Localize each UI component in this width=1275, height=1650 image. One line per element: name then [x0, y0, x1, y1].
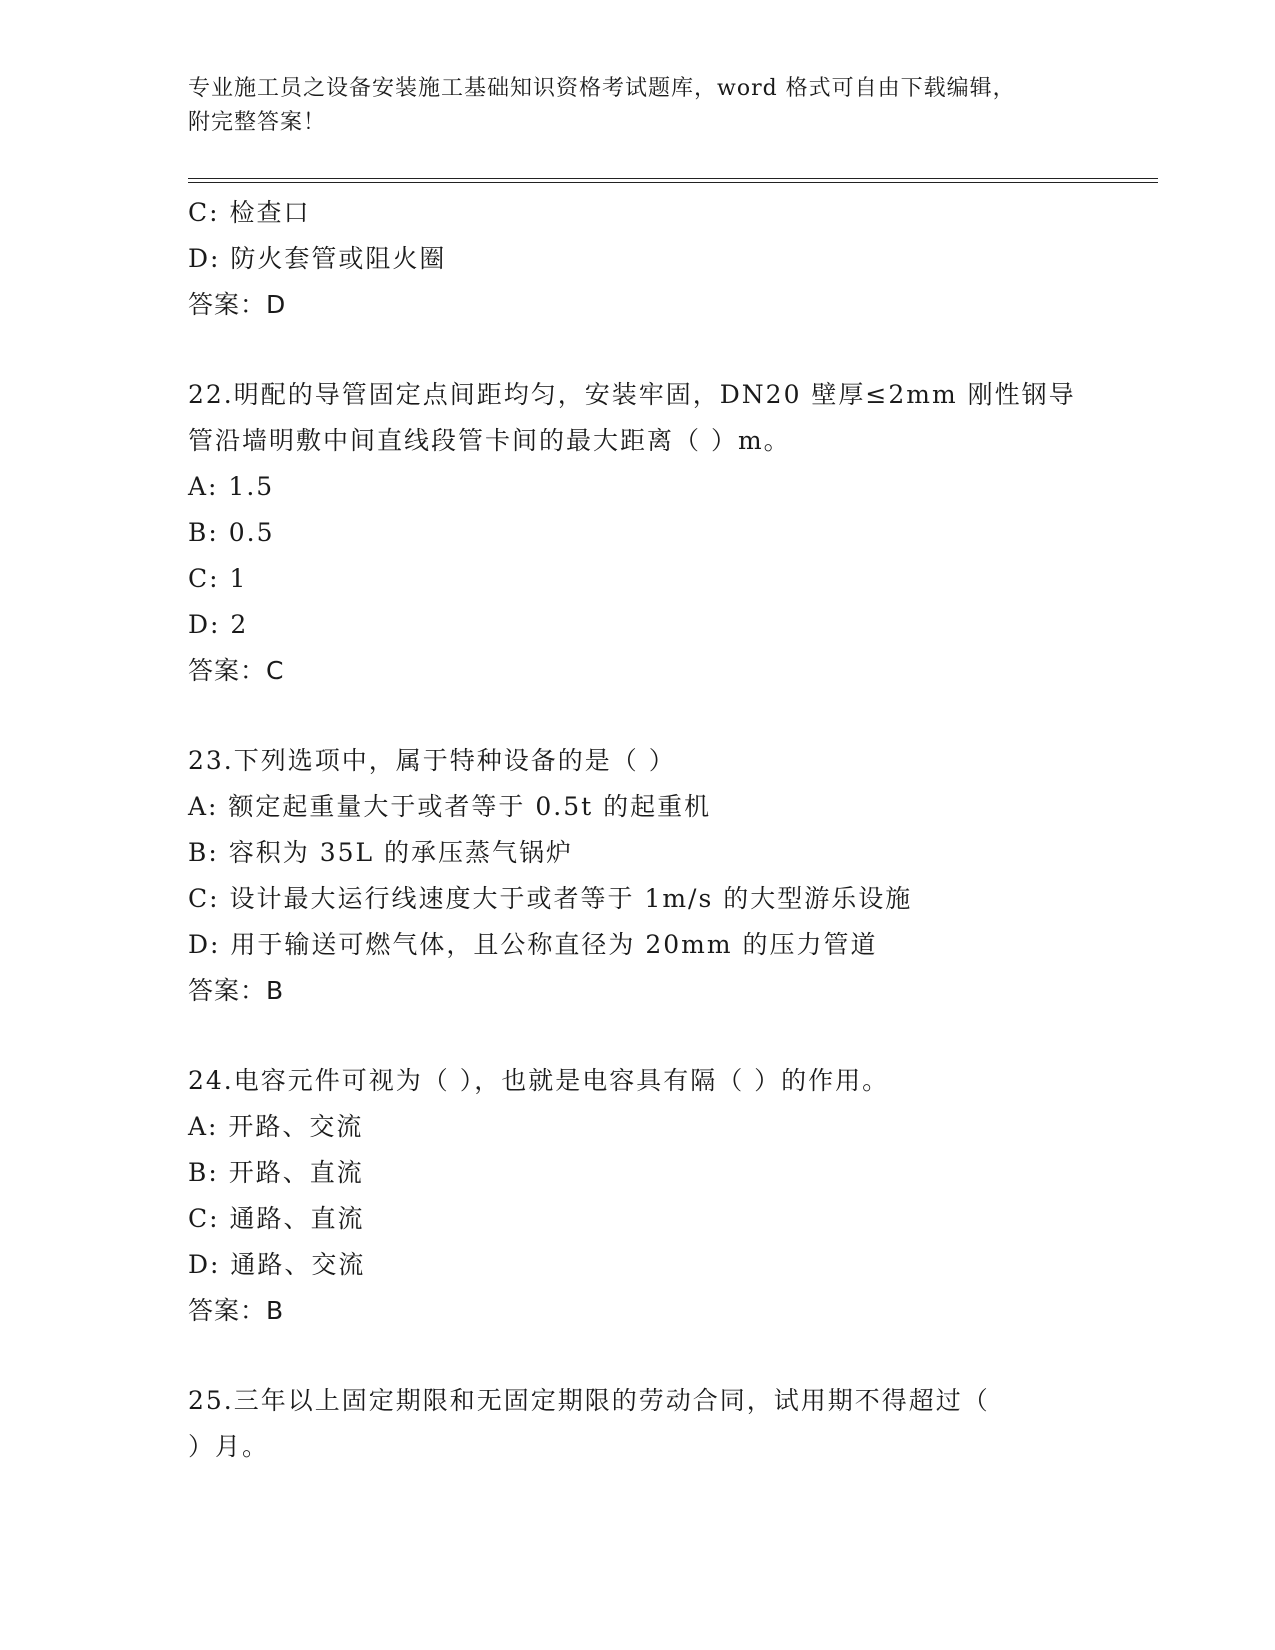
- header-divider-top: [188, 178, 1158, 179]
- document-header: [188, 72, 1088, 140]
- option-b: B: 开路、直流: [188, 1158, 364, 1187]
- header-divider-bottom: [188, 182, 1158, 183]
- question-24: [188, 1058, 1088, 1334]
- question-25: [188, 1378, 1088, 1470]
- question-stem: 23.下列选项中，属于特种设备的是（ ）: [188, 746, 676, 775]
- option-c: C: 检查口: [188, 198, 311, 227]
- option-a: A: 额定起重量大于或者等于 0.5t 的起重机: [188, 792, 712, 821]
- header-line-2: 附完整答案！: [188, 110, 327, 135]
- option-d: D: 2: [188, 610, 249, 639]
- option-d: D: 防火套管或阻火圈: [188, 244, 447, 273]
- option-b: B: 容积为 35L 的承压蒸气锅炉: [188, 838, 574, 867]
- question-22: [188, 372, 1088, 694]
- answer: 答案：B: [188, 1296, 285, 1325]
- question-23: [188, 738, 1088, 1014]
- option-c: C: 通路、直流: [188, 1204, 365, 1233]
- header-line-1: 专业施工员之设备安装施工基础知识资格考试题库，word 格式可自由下载编辑，: [188, 76, 1016, 101]
- option-d: D: 通路、交流: [188, 1250, 366, 1279]
- option-a: A: 1.5: [188, 472, 275, 501]
- question-content: [188, 190, 1088, 1470]
- question-stem: 25.三年以上固定期限和无固定期限的劳动合同，试用期不得超过（: [188, 1386, 990, 1415]
- option-b: B: 0.5: [188, 518, 275, 547]
- answer: 答案：B: [188, 976, 285, 1005]
- answer: 答案：D: [188, 290, 287, 319]
- answer: 答案：C: [188, 656, 285, 685]
- option-a: A: 开路、交流: [188, 1112, 364, 1141]
- option-c: C: 设计最大运行线速度大于或者等于 1m/s 的大型游乐设施: [188, 884, 913, 913]
- question-stem-continued: ）月。: [188, 1432, 270, 1461]
- option-d: D: 用于输送可燃气体，且公称直径为 20mm 的压力管道: [188, 930, 878, 959]
- question-stem: 24.电容元件可视为（ ），也就是电容具有隔（ ）的作用。: [188, 1066, 890, 1095]
- option-c: C: 1: [188, 564, 248, 593]
- question-stem: 22.明配的导管固定点间距均匀，安装牢固，DN20 壁厚≤2mm 刚性钢导: [188, 380, 1076, 409]
- question-stem-continued: 管沿墙明敷中间直线段管卡间的最大距离（ ）m。: [188, 426, 791, 455]
- question-21-tail: [188, 190, 1088, 328]
